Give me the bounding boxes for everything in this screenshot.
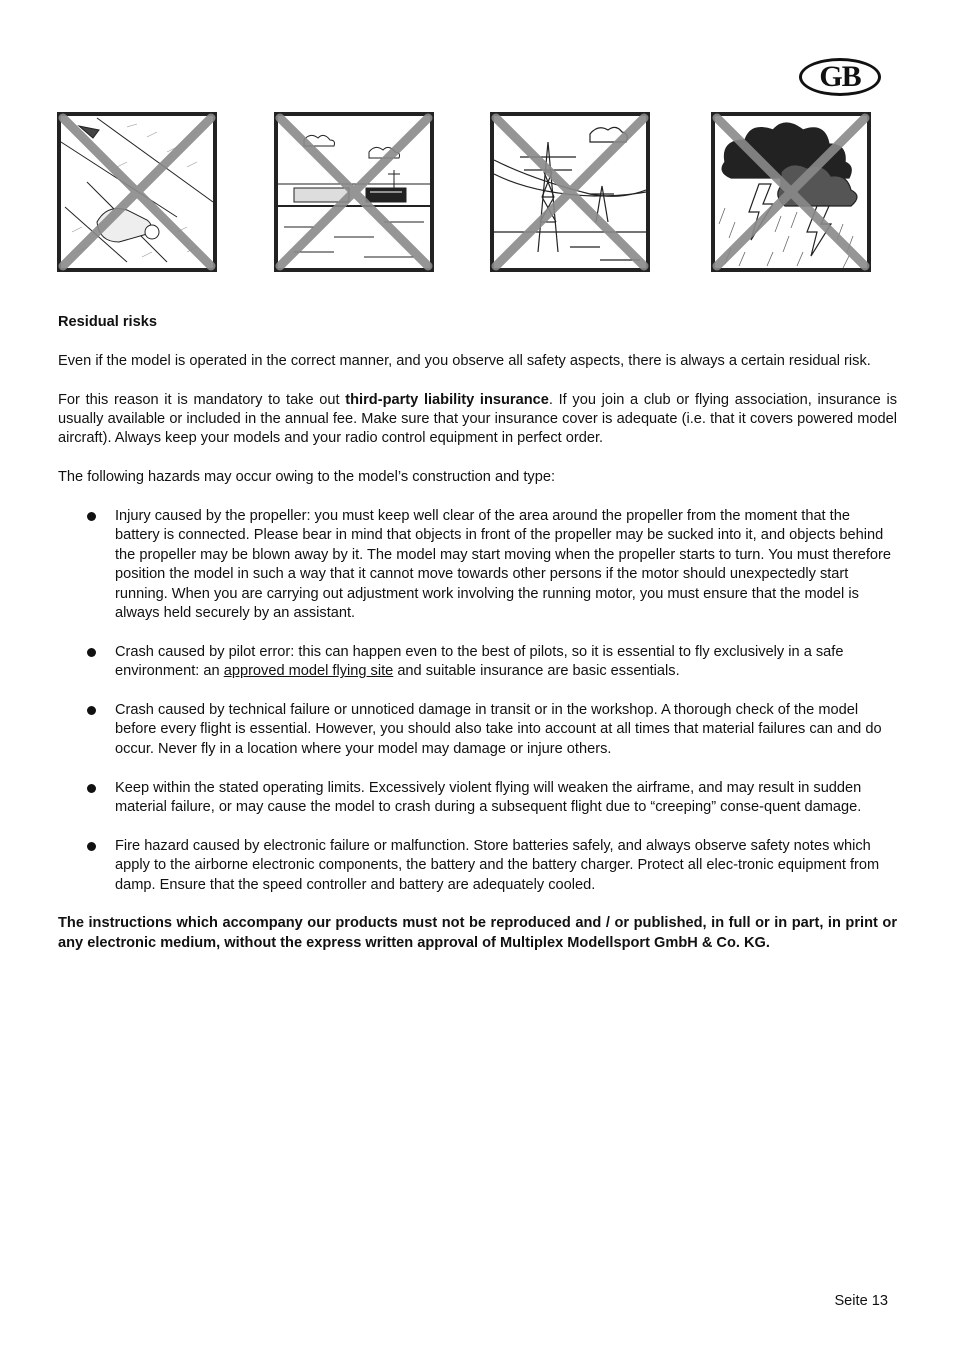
- country-badge: GB: [799, 58, 881, 96]
- residual-risks-section: [58, 313, 897, 953]
- list-item: [58, 779, 897, 818]
- list-item: [58, 701, 897, 759]
- bullet-icon: [87, 842, 96, 851]
- residual-risk-paragraph: Even if the model is operated in the correct manner, and you observe all safety aspects, there is always a certain residual risk.: [58, 352, 871, 369]
- insurance-text-start: For this reason it is mandatory to take out: [58, 391, 346, 408]
- list-item: [58, 837, 897, 895]
- insurance-emphasis: third-party liability insurance: [345, 391, 549, 408]
- list-item: [58, 643, 897, 682]
- hazards-intro: The following hazards may occur owing to the model’s construction and type:: [58, 469, 555, 486]
- no-flying-near-railways-icon: [274, 112, 434, 272]
- bullet-icon: [87, 648, 96, 657]
- hazard-text: Fire hazard caused by electronic failure or malfunction. Store batteries safely, and always observe safety notes which apply to the airborne electronic components, the battery and the battery charger. Protect all elec-tronic equipment from damp. Ensure that the speed controller and battery are adequately cooled.: [115, 837, 880, 893]
- hazard-text: Injury caused by the propeller: you must keep well clear of the area around the propeller from the moment that the battery is connected. Please bear in mind that objects in front of the propeller may be sucked into it, and objects behind the propeller may be blown away by it. The model may start moving when the propeller starts to turn. You must therefore position the model in such a way that it cannot move towards other persons if the motor should unexpectedly start running. When you are carrying out adjustment work involving the running motor, you must ensure that the model is always held securely by an assistant.: [115, 508, 892, 622]
- hazard-text: Crash caused by technical failure or unnoticed damage in transit or in the workshop. A thorough check of the model before every flight is essential. However, you should also take into account at all times that material failures can and do occur. Never fly in a location where your model may damage or injure others.: [115, 702, 882, 757]
- list-item: [58, 507, 897, 623]
- no-flying-in-thunderstorms-icon: [711, 112, 871, 272]
- bullet-icon: [87, 784, 96, 793]
- no-flying-near-roads-icon: [57, 112, 217, 272]
- page-number: Seite 13: [834, 1293, 888, 1309]
- no-flying-near-power-lines-icon: [490, 112, 650, 272]
- hazard-text-start: Crash caused by pilot error: this can happen even to the best of pilots, so it is essential to fly exclusively in a safe environment: an: [115, 643, 844, 680]
- insurance-paragraph: [58, 391, 897, 449]
- bullet-icon: [87, 706, 96, 715]
- hazard-pictograms: [0, 112, 954, 274]
- approved-site-text: approved model flying site: [223, 663, 394, 680]
- hazard-text: Keep within the stated operating limits. Excessively violent flying will weaken the airframe, and may result in sudden material failure, or may cause the model to crash during a subsequent flight due to “creeping” conse-quent damage.: [115, 779, 862, 816]
- copyright-notice: The instructions which accompany our products must not be reproduced and / or published, in full or in part, in print or any electronic medium, without the express written approval of Multiplex Modellsport GmbH & Co. KG.: [58, 915, 897, 951]
- insurance-text-end: . If you join a club or flying association, insurance is usually available or included in the annual fee. Make sure that your insurance cover is adequate (i.e. that it covers powered model aircraft). Always keep your models and your radio control equipment in perfect order.: [58, 391, 897, 447]
- hazard-list: [58, 507, 897, 895]
- section-heading: Residual risks: [58, 314, 157, 330]
- bullet-icon: [87, 512, 96, 521]
- hazard-text-end: and suitable insurance are basic essentials.: [393, 663, 680, 680]
